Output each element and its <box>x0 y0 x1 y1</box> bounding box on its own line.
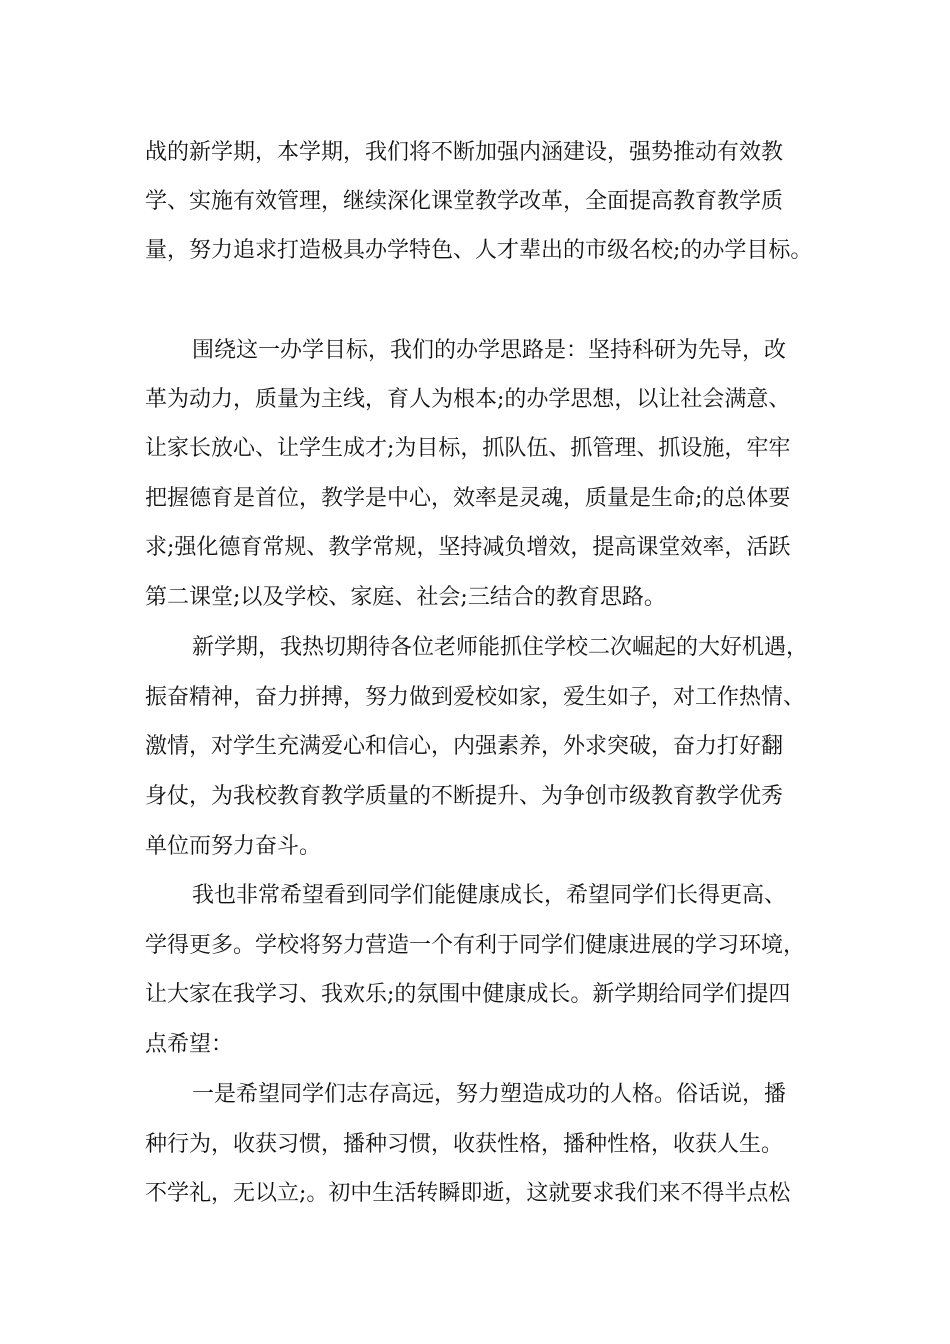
text-line: 第二课堂;以及学校、家庭、社会;三结合的教育思路。 <box>145 585 666 610</box>
text-line: 单位而努力奋斗。 <box>145 834 322 859</box>
text-line: 围绕这一办学目标，我们的办学思路是：坚持科研为先导，改 <box>192 338 787 363</box>
text-line: 学、实施有效管理，继续深化课堂教学改革，全面提高教育教学质 <box>145 189 784 214</box>
text-line: 身仗，为我校教育教学质量的不断提升、为争创市级教育教学优秀 <box>145 784 784 809</box>
text-line: 学得更多。学校将努力营造一个有利于同学们健康进展的学习环境， <box>145 933 806 958</box>
text-line: 战的新学期，本学期，我们将不断加强内涵建设，强势推动有效教 <box>145 140 784 165</box>
text-line: 让大家在我学习、我欢乐;的氛围中健康成长。新学期给同学们提四 <box>145 982 791 1007</box>
text-line: 求;强化德育常规、教学常规，坚持减负增效，提高课堂效率，活跃 <box>145 535 791 560</box>
text-line: 量，努力追求打造极具办学特色、人才辈出的市级名校;的办学目标。 <box>145 238 813 263</box>
text-line: 点希望： <box>145 1032 234 1057</box>
text-line: 革为动力，质量为主线，育人为根本;的办学思想，以让社会满意、 <box>145 387 791 412</box>
text-line: 不学礼，无以立;。初中生活转瞬即逝，这就要求我们来不得半点松 <box>145 1181 791 1206</box>
text-line: 新学期，我热切期待各位老师能抓住学校二次崛起的大好机遇， <box>192 635 809 660</box>
text-line: 一是希望同学们志存高远，努力塑造成功的人格。俗话说，播 <box>192 1082 787 1107</box>
text-line: 激情，对学生充满爱心和信心，内强素养，外求突破，奋力打好翻 <box>145 734 784 759</box>
text-line: 让家长放心、让学生成才;为目标，抓队伍、抓管理、抓设施，牢牢 <box>145 436 791 461</box>
text-line: 种行为，收获习惯，播种习惯，收获性格，播种性格，收获人生。 <box>145 1132 784 1157</box>
text-line: 我也非常希望看到同学们能健康成长，希望同学们长得更高、 <box>192 883 787 908</box>
text-line: 把握德育是首位，教学是中心，效率是灵魂，质量是生命;的总体要 <box>145 486 791 511</box>
text-line: 振奋精神，奋力拼搏，努力做到爱校如家，爱生如子，对工作热情、 <box>145 685 806 710</box>
